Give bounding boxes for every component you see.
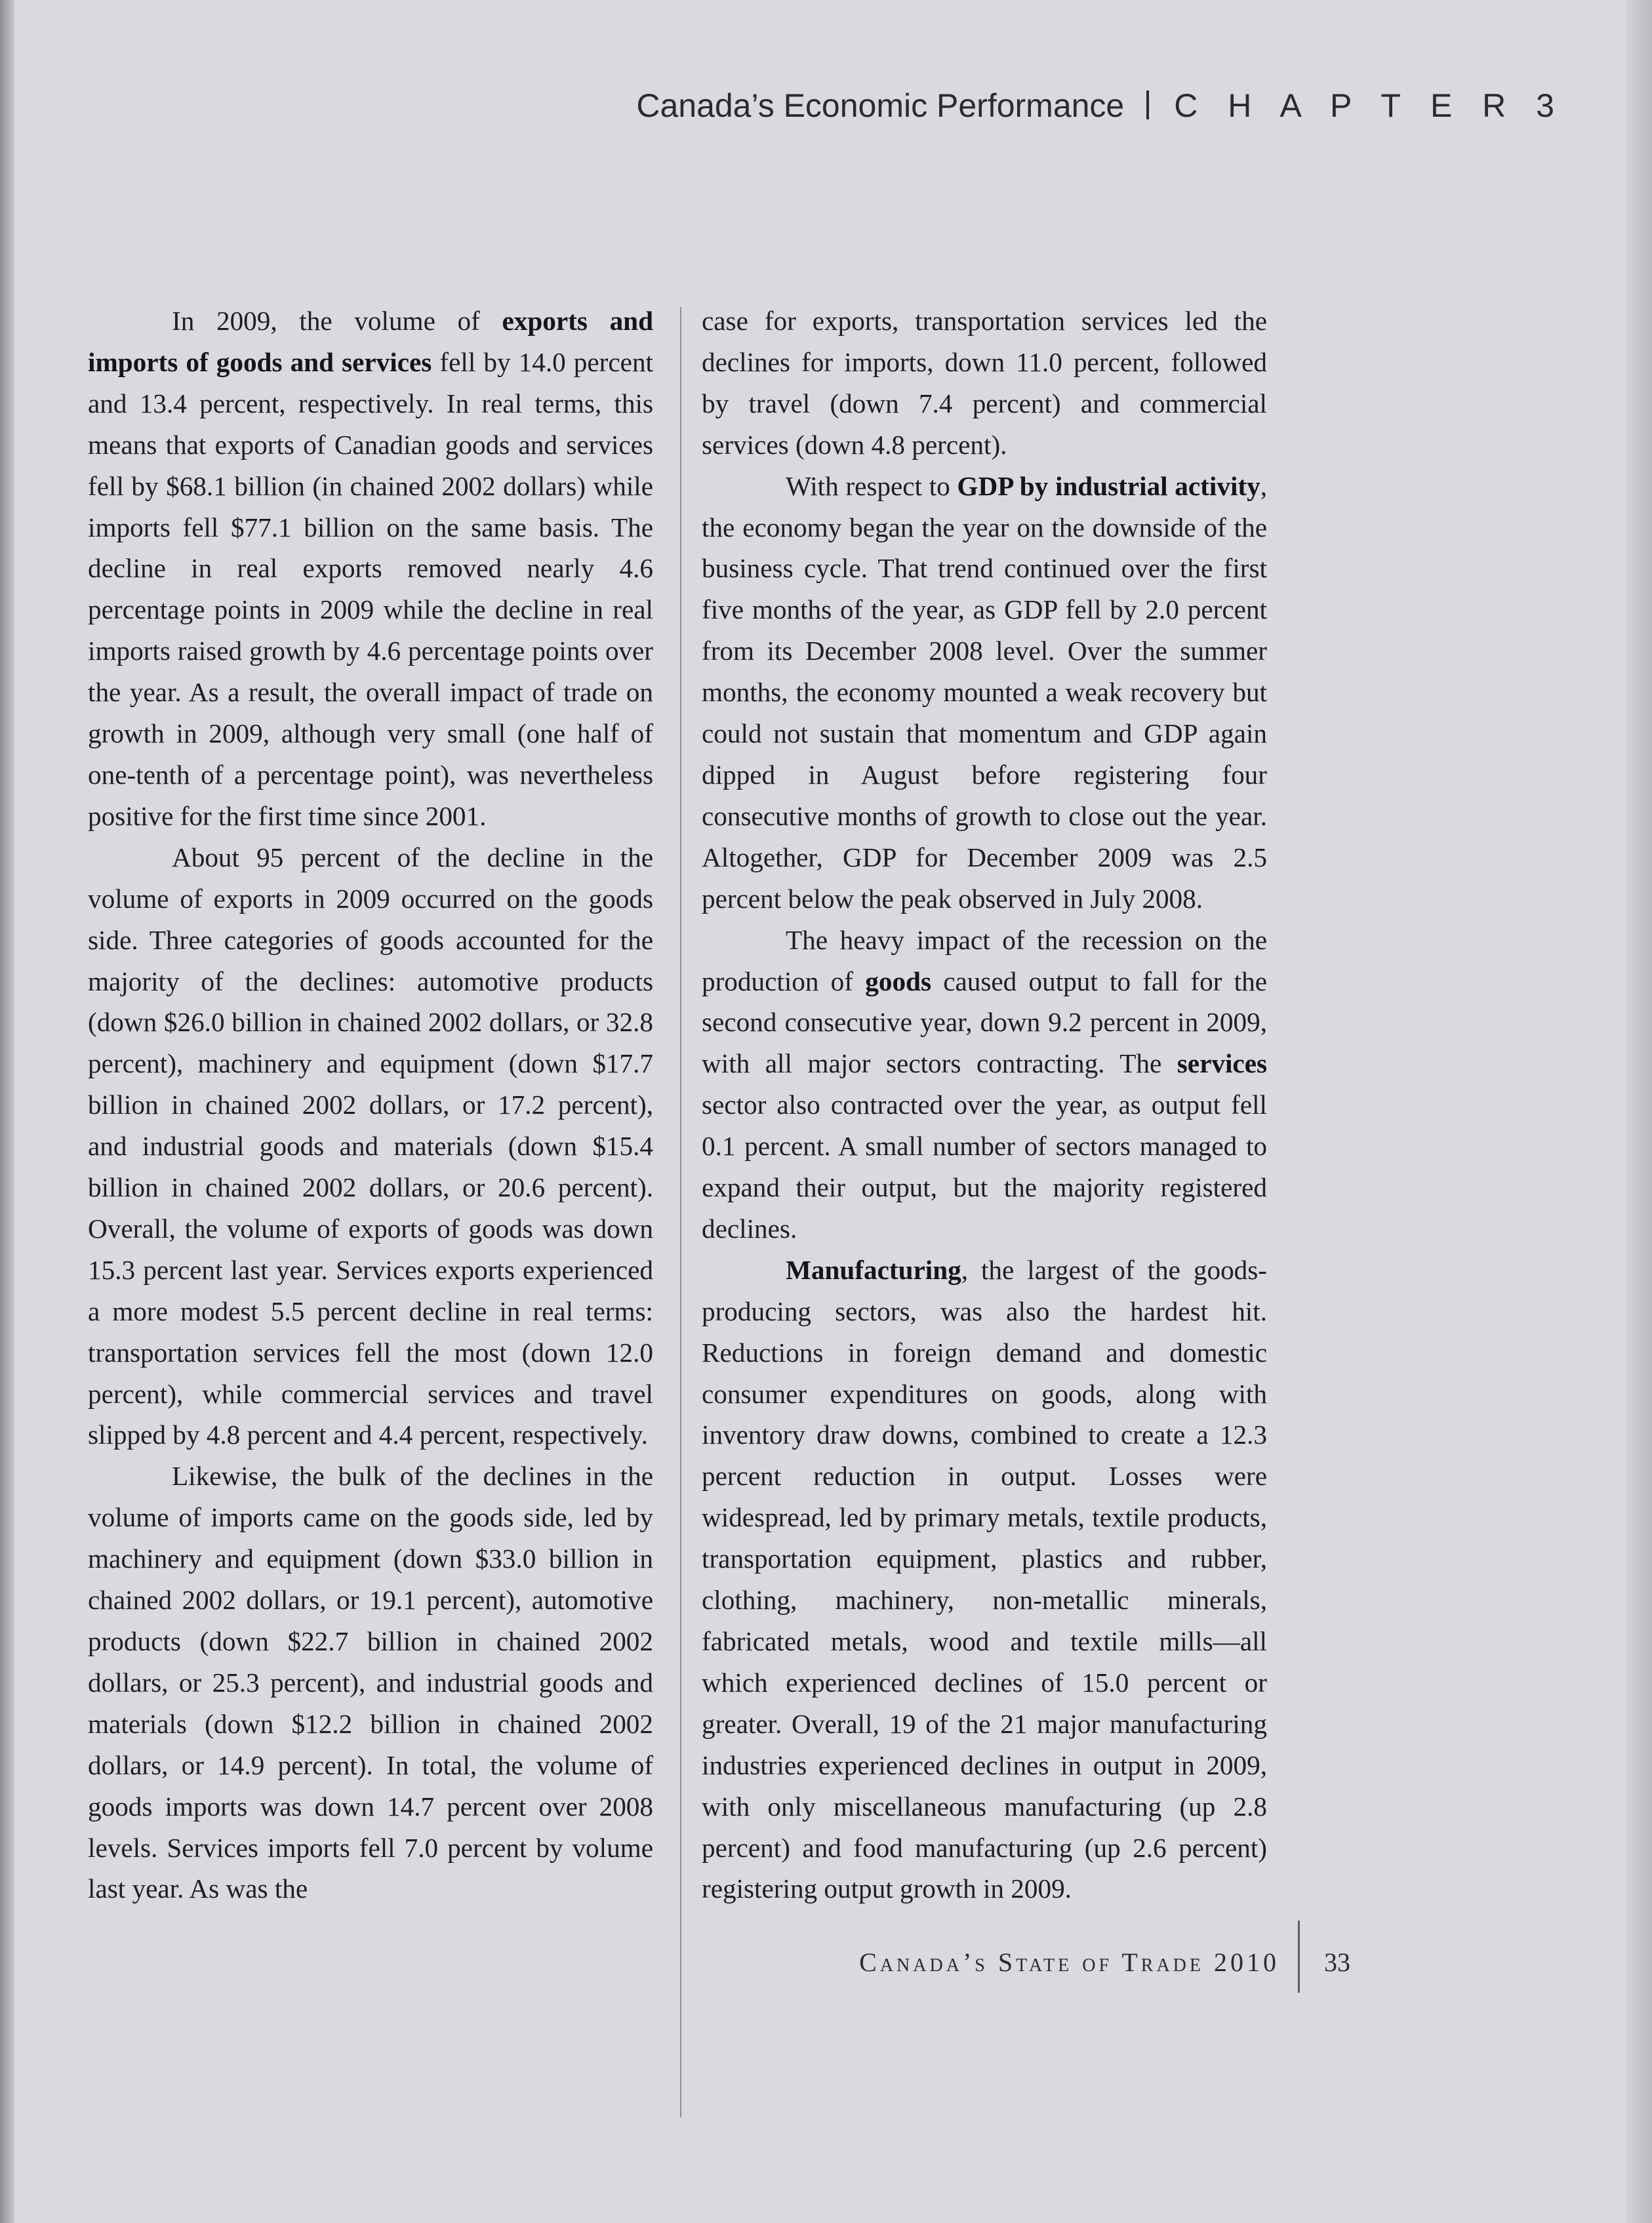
- paragraph: The heavy impact of the recession on the production of goods caused output to fall for the second consecutive year, down 9.2 percent in 2009, with all major sectors contracting. The services sector also contracted over the year, as output fell 0.1 percent. A small number of sectors managed to expand their output, but the majority registered declines.: [702, 924, 1267, 1244]
- page-gutter-shadow: [0, 0, 14, 2223]
- paragraph: In 2009, the volume of exports and imports of goods and services fell by 14.0 percent and 13.4 percent, respectively. In real terms, this means that exports of Canadian goods and services fell by $68.1 billion (in chained 2002 dollars) while imports fell $77.1 billion on the same basis. The decline in real exports removed nearly 4.6 percentage points in 2009 while the decline in real imports raised growth by 4.6 percentage points over the year. As a result, the overall impact of trade on growth in 2009, although very small (one half of one-tenth of a percentage point), was nevertheless positive for the first time since 2001.: [88, 306, 653, 831]
- running-footer: [0, 1947, 1652, 1999]
- left-column: [88, 300, 653, 1909]
- header-chapter: C H A P T E R 3: [1174, 87, 1565, 124]
- footer-publication: Canada’s State of Trade 2010: [859, 1948, 1279, 1977]
- paragraph: Likewise, the bulk of the declines in the volume of imports came on the goods side, led by machinery and equipment (down $33.0 billion in chained 2002 dollars, or 19.1 percent), automotive products (down $22.7 billion in chained 2002 dollars, or 25.3 percent), and industrial goods and materials (down $12.2 billion in chained 2002 dollars, or 14.9 percent). In total, the volume of goods imports was down 14.7 percent over 2008 levels. Services imports fell 7.0 percent by volume last year. As was the: [88, 1461, 653, 1904]
- header-title: Canada’s Economic Performance: [636, 87, 1125, 124]
- page-edge: [1626, 0, 1652, 2223]
- page-number: 33: [1324, 1948, 1350, 1977]
- paragraph: case for exports, transportation services led the declines for imports, down 11.0 percent, followed by travel (down 7.4 percent) and commercial services (down 4.8 percent).: [702, 306, 1267, 460]
- running-header: [636, 87, 1565, 125]
- paragraph: Manufacturing, the largest of the goods-producing sectors, was also the hardest hit. Reductions in foreign demand and domestic consumer expenditures on goods, along with inventory draw downs, combined to create a 12.3 percent reduction in output. Losses were widespread, led by primary metals, textile products, transportation equipment, plastics and rubber, clothing, machinery, non-metallic minerals, fabricated metals, wood and textile mills—all which experienced declines of 15.0 percent or greater. Overall, 19 of the 21 major manufacturing industries experienced declines in output in 2009, with only miscellaneous manufacturing (up 2.8 percent) and food manufacturing (up 2.6 percent) registering output growth in 2009.: [702, 1254, 1267, 1904]
- paragraph: About 95 percent of the decline in the volume of exports in 2009 occurred on the goods side. Three categories of goods accounted for the majority of the declines: automotive products (down $26.0 billion in chained 2002 dollars, or 32.8 percent), machinery and equipment (down $17.7 billion in chained 2002 dollars, or 17.2 percent), and industrial goods and materials (down $15.4 billion in chained 2002 dollars, or 20.6 percent). Overall, the volume of exports of goods was down 15.3 percent last year. Services exports experienced a more modest 5.5 percent decline in real terms: transportation services fell the most (down 12.0 percent), while commercial services and travel slipped by 4.8 percent and 4.4 percent, respectively.: [88, 842, 653, 1450]
- paragraph: With respect to GDP by industrial activity, the economy began the year on the downside of the business cycle. That trend continued over the first five months of the year, as GDP fell by 2.0 percent from its December 2008 level. Over the summer months, the economy mounted a weak recovery but could not sustain that momentum and GDP again dipped in August before registering four consecutive months of growth to close out the year. Altogether, GDP for December 2009 was 2.5 percent below the peak observed in July 2008.: [702, 470, 1267, 914]
- right-column: [702, 300, 1267, 1909]
- header-separator: [1146, 91, 1149, 119]
- footer-separator: [1298, 1921, 1300, 1993]
- column-divider: [680, 307, 681, 2117]
